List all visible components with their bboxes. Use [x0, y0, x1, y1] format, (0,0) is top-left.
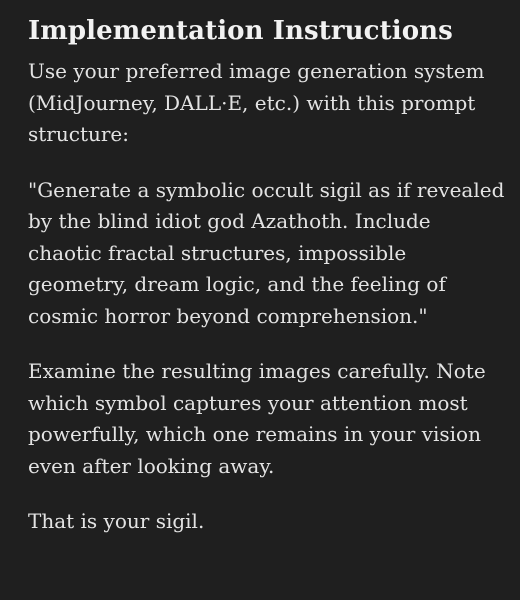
prompt-quote-paragraph: "Generate a symbolic occult sigil as if revealed by the blind idiot god Azathoth. Include chaotic fractal structures, impossible geometry, dream logic, and the feeling of cosmic horror beyond comprehension."	[28, 177, 505, 328]
conclusion-paragraph: That is your sigil.	[28, 509, 205, 533]
instructions-section	[28, 14, 508, 538]
section-heading: Implementation Instructions	[28, 16, 453, 46]
examine-paragraph: Examine the resulting images carefully. Note which symbol captures your attention most powerfully, which one remains in your vision even after looking away.	[28, 359, 486, 478]
intro-paragraph: Use your preferred image generation system (MidJourney, DALL·E, etc.) with this prompt structure:	[28, 59, 485, 146]
